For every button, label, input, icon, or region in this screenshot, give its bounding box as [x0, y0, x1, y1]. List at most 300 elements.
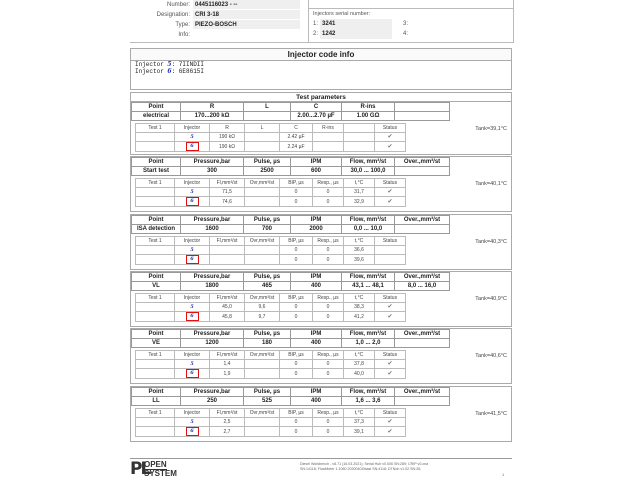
cell: 39,6	[344, 255, 375, 265]
col-header: Point	[132, 103, 181, 112]
col-header: Test 1	[136, 409, 175, 418]
table-row	[136, 360, 406, 369]
cell	[136, 303, 175, 312]
handwritten-mark: 6	[190, 370, 194, 376]
test-parameters-title: Test parameters	[130, 92, 512, 102]
section-test-3	[130, 328, 512, 384]
code-prefix: Injector	[135, 68, 168, 75]
col-header: Point	[132, 273, 181, 282]
col-header: Test 1	[136, 124, 175, 133]
field-value: CRI 3-18	[193, 10, 300, 19]
col-header: Status	[375, 237, 406, 246]
table-row	[136, 133, 406, 142]
col-header: L	[245, 124, 280, 133]
section-test-2	[130, 271, 512, 327]
cell: 36,6	[344, 246, 375, 255]
param-value: 1200	[181, 339, 244, 348]
field-label: Info:	[178, 32, 190, 38]
col-header: L	[244, 103, 291, 112]
col-header: Pulse, µs	[244, 158, 291, 167]
check-icon: ✔	[375, 427, 406, 437]
col-header: BIP, µs	[280, 237, 313, 246]
cell: 2,5	[210, 418, 245, 427]
param-value	[244, 112, 291, 121]
cell: 9,6	[245, 303, 280, 312]
code-line	[131, 68, 511, 75]
injector-cell	[175, 427, 210, 437]
col-header: t,°C	[344, 237, 375, 246]
col-header: Pressure,bar	[181, 330, 244, 339]
cell	[136, 312, 175, 322]
cell: 0	[280, 418, 313, 427]
injector-cell	[175, 133, 210, 142]
cell	[136, 188, 175, 197]
injector-cell	[175, 188, 210, 197]
col-header: Resp., µs	[313, 294, 344, 303]
col-header: Ovr,mm³/st	[245, 179, 280, 188]
check-icon	[375, 246, 406, 255]
table-row	[136, 142, 406, 152]
col-header: Flow, mm³/st	[342, 330, 395, 339]
cell	[136, 197, 175, 207]
logo-text: OPEN	[144, 460, 167, 469]
col-header: Test 1	[136, 179, 175, 188]
section-electrical	[130, 101, 512, 155]
tank-temperature: Tank=39,1°C	[475, 126, 507, 132]
cell	[313, 142, 344, 152]
serial-grid	[309, 19, 513, 39]
col-header: R-ins	[313, 124, 344, 133]
col-header: Resp., µs	[313, 351, 344, 360]
param-value: 700	[244, 225, 291, 234]
section-test-1	[130, 214, 512, 270]
param-table	[131, 272, 450, 291]
param-value: 1600	[181, 225, 244, 234]
col-header: t,°C	[344, 294, 375, 303]
col-header: BIP, µs	[280, 179, 313, 188]
serial-4	[403, 29, 513, 39]
serial-index: 2:	[313, 31, 319, 37]
handwritten-mark: 6	[167, 68, 172, 75]
cell: 45,0	[210, 303, 245, 312]
cell	[136, 246, 175, 255]
code-prefix: Injector	[135, 61, 168, 68]
col-header: Resp., µs	[313, 179, 344, 188]
param-value: ISA detection	[132, 225, 181, 234]
table-row	[136, 246, 406, 255]
param-table	[131, 215, 450, 234]
injector-cell	[175, 255, 210, 265]
footer-info	[300, 462, 460, 472]
col-header: BIP, µs	[280, 351, 313, 360]
cell: 0	[313, 246, 344, 255]
logo-mark-icon: PL	[130, 459, 150, 479]
table-row	[136, 427, 406, 437]
footer-line: Diesel Workbench - v8.71 (16.03.2021); Serial Hub v0.006 SN:289; CRIP v0.cna	[300, 462, 429, 466]
col-header: C	[280, 124, 313, 133]
section-title: Injector code info	[131, 49, 511, 61]
param-value: 8,0 ... 16,0	[395, 282, 450, 291]
cell: 190 kΩ	[210, 133, 245, 142]
cell: 0	[280, 246, 313, 255]
handwritten-mark: 5	[190, 304, 194, 310]
table-row	[136, 303, 406, 312]
col-header: Fl,mm³/st	[210, 294, 245, 303]
col-header: Pressure,bar	[181, 158, 244, 167]
col-header: t,°C	[344, 351, 375, 360]
cell: 39,1	[344, 427, 375, 437]
cell	[245, 369, 280, 379]
injector-info-fields	[130, 0, 300, 40]
injector-cell	[175, 360, 210, 369]
col-header: Over.,mm³/st	[395, 158, 450, 167]
col-header: Pulse, µs	[244, 330, 291, 339]
cell: 190 kΩ	[210, 142, 245, 152]
col-header: Injector	[175, 294, 210, 303]
cell: 45,8	[210, 312, 245, 322]
param-value	[395, 112, 450, 121]
col-header: BIP, µs	[280, 294, 313, 303]
col-header: Ovr,mm³/st	[245, 237, 280, 246]
col-header: C	[291, 103, 342, 112]
param-value: 1800	[181, 282, 244, 291]
check-icon: ✔	[375, 418, 406, 427]
cell: 0	[313, 255, 344, 265]
col-header: t,°C	[344, 409, 375, 418]
serial-2	[313, 29, 403, 39]
param-value	[395, 397, 450, 406]
injector-cell	[175, 303, 210, 312]
col-header: Over.,mm³/st	[395, 216, 450, 225]
table-row	[136, 418, 406, 427]
cell	[245, 133, 280, 142]
handwritten-mark: 6	[190, 143, 194, 149]
check-icon: ✔	[375, 303, 406, 312]
param-value: 400	[291, 282, 342, 291]
tank-temperature: Tank=40,1°C	[475, 181, 507, 187]
serial-index: 3:	[403, 21, 409, 27]
col-header: Test 1	[136, 351, 175, 360]
param-value: VE	[132, 339, 181, 348]
cell: 1,9	[210, 369, 245, 379]
cell: 40,0	[344, 369, 375, 379]
table-row	[136, 312, 406, 322]
cell: 0	[280, 197, 313, 207]
serial-numbers-box	[308, 0, 514, 43]
param-value: 400	[291, 397, 342, 406]
param-value: 30,0 ... 100,0	[342, 167, 395, 176]
page-number: 1	[502, 472, 505, 477]
serial-value: 1242	[320, 29, 392, 39]
cell	[136, 369, 175, 379]
param-value: VL	[132, 282, 181, 291]
cell: 37,3	[344, 418, 375, 427]
param-value: 1,0 ... 2,0	[342, 339, 395, 348]
result-table	[135, 178, 406, 207]
col-header	[344, 124, 375, 133]
check-icon: ✔	[375, 188, 406, 197]
col-header	[395, 103, 450, 112]
handwritten-mark: 5	[190, 247, 194, 253]
param-table	[131, 387, 450, 406]
cell: 0	[280, 360, 313, 369]
col-header: Injector	[175, 237, 210, 246]
param-value: 400	[291, 339, 342, 348]
col-header: Status	[375, 409, 406, 418]
table-row	[136, 188, 406, 197]
cell: 1,4	[210, 360, 245, 369]
cell: 2.24 µF	[280, 142, 313, 152]
serial-3	[403, 19, 513, 29]
check-icon: ✔	[375, 369, 406, 379]
col-header: IPM	[291, 330, 342, 339]
cell	[136, 133, 175, 142]
handwritten-mark: 5	[190, 419, 194, 425]
field-number	[130, 0, 300, 10]
col-header: Pressure,bar	[181, 388, 244, 397]
code-value: : 6E8615I	[171, 68, 204, 75]
injector-cell	[175, 142, 210, 152]
col-header: Status	[375, 179, 406, 188]
cell: 32,9	[344, 197, 375, 207]
col-header: Resp., µs	[313, 409, 344, 418]
param-table	[131, 157, 450, 176]
cell: 41,2	[344, 312, 375, 322]
cell	[245, 188, 280, 197]
check-icon: ✔	[375, 133, 406, 142]
logo-text: SYSTEM	[144, 469, 177, 478]
handwritten-mark: 6	[190, 198, 194, 204]
check-icon: ✔	[375, 142, 406, 152]
param-value: Start test	[132, 167, 181, 176]
result-table	[135, 293, 406, 322]
field-label: Designation:	[156, 12, 190, 18]
param-value	[395, 167, 450, 176]
param-table	[131, 329, 450, 348]
param-value: 600	[291, 167, 342, 176]
check-icon: ✔	[375, 360, 406, 369]
col-header: Point	[132, 216, 181, 225]
handwritten-mark: 5	[167, 61, 172, 68]
param-value: 2000	[291, 225, 342, 234]
field-info	[130, 30, 300, 40]
serial-title: Injectors serial number:	[313, 11, 371, 17]
col-header: Pressure,bar	[181, 273, 244, 282]
tank-temperature: Tank=41,5°C	[475, 411, 507, 417]
col-header: Fl,mm³/st	[210, 351, 245, 360]
cell: 9,7	[245, 312, 280, 322]
cell	[245, 197, 280, 207]
col-header: Pulse, µs	[244, 273, 291, 282]
handwritten-mark: 5	[190, 134, 194, 140]
handwritten-mark: 6	[190, 313, 194, 319]
col-header: BIP, µs	[280, 409, 313, 418]
cell: 0	[280, 369, 313, 379]
cell	[136, 418, 175, 427]
cell: 2,7	[210, 427, 245, 437]
cell: 0	[280, 427, 313, 437]
col-header: Test 1	[136, 237, 175, 246]
field-value: 0445116023 - --	[193, 0, 300, 9]
tank-temperature: Tank=40,6°C	[475, 353, 507, 359]
col-header: Fl,mm³/st	[210, 409, 245, 418]
col-header: Flow, mm³/st	[342, 158, 395, 167]
param-value: electrical	[132, 112, 181, 121]
cell	[210, 255, 245, 265]
report-page	[130, 0, 512, 480]
cell: 0	[313, 197, 344, 207]
cell: 74,6	[210, 197, 245, 207]
handwritten-mark: 5	[190, 361, 194, 367]
cell	[245, 360, 280, 369]
code-value: : 7IINDII	[171, 61, 204, 68]
param-value: 465	[244, 282, 291, 291]
divider	[130, 42, 512, 43]
result-table	[135, 350, 406, 379]
cell: 0	[313, 312, 344, 322]
param-value	[395, 339, 450, 348]
cell	[245, 418, 280, 427]
col-header: Status	[375, 124, 406, 133]
check-icon: ✔	[375, 197, 406, 207]
cell	[136, 427, 175, 437]
col-header: Ovr,mm³/st	[245, 409, 280, 418]
injector-cell	[175, 369, 210, 379]
cell: 0	[313, 427, 344, 437]
cell	[245, 142, 280, 152]
result-table	[135, 123, 406, 152]
param-value: 2.00...2.70 µF	[291, 112, 342, 121]
col-header: Point	[132, 330, 181, 339]
col-header: IPM	[291, 273, 342, 282]
cell: 0	[280, 188, 313, 197]
cell	[136, 360, 175, 369]
param-value: 180	[244, 339, 291, 348]
col-header: Injector	[175, 124, 210, 133]
cell	[136, 255, 175, 265]
cell: 38,3	[344, 303, 375, 312]
param-value: 1,6 ... 3,6	[342, 397, 395, 406]
serial-index: 1:	[313, 21, 319, 27]
cell	[136, 142, 175, 152]
param-value: 0,0 ... 10,0	[342, 225, 395, 234]
param-value: 170...200 kΩ	[181, 112, 244, 121]
col-header: t,°C	[344, 179, 375, 188]
col-header: Status	[375, 351, 406, 360]
col-header: IPM	[291, 216, 342, 225]
section-test-4	[130, 386, 512, 442]
check-icon	[375, 255, 406, 265]
col-header: Flow, mm³/st	[342, 216, 395, 225]
divider	[130, 458, 512, 459]
col-header: Pulse, µs	[244, 216, 291, 225]
field-value	[193, 30, 300, 39]
open-system-logo	[130, 460, 186, 478]
col-header: Pressure,bar	[181, 216, 244, 225]
cell	[313, 133, 344, 142]
cell: 0	[280, 312, 313, 322]
cell: 0	[280, 255, 313, 265]
divider	[309, 0, 513, 9]
footer-line: SN:14118; FlowMeter 1.1060 2020040Zblast SN:4118; DTNoh v1.02 SN:26;	[300, 467, 422, 471]
cell: 0	[313, 369, 344, 379]
cell: 2.42 µF	[280, 133, 313, 142]
field-label: Number:	[166, 2, 190, 8]
param-value: 43,1 ... 48,1	[342, 282, 395, 291]
col-header: R-ins	[342, 103, 395, 112]
tank-temperature: Tank=40,9°C	[475, 296, 507, 302]
cell: 0	[313, 303, 344, 312]
col-header: Point	[132, 388, 181, 397]
result-table	[135, 408, 406, 437]
cell	[344, 142, 375, 152]
injector-code-info	[130, 48, 512, 90]
field-label: Type:	[175, 22, 190, 28]
field-value: PIEZO-BOSCH	[193, 20, 300, 29]
cell: 0	[313, 418, 344, 427]
param-value	[395, 225, 450, 234]
cell	[245, 427, 280, 437]
col-header: Test 1	[136, 294, 175, 303]
col-header: Injector	[175, 409, 210, 418]
param-value: 525	[244, 397, 291, 406]
col-header: Status	[375, 294, 406, 303]
col-header: Pulse, µs	[244, 388, 291, 397]
col-header: R	[181, 103, 244, 112]
cell: 0	[313, 360, 344, 369]
injector-cell	[175, 197, 210, 207]
cell: 71,5	[210, 188, 245, 197]
result-table	[135, 236, 406, 265]
col-header: Point	[132, 158, 181, 167]
col-header: Injector	[175, 351, 210, 360]
param-value: LL	[132, 397, 181, 406]
serial-value: 3241	[320, 19, 392, 29]
cell: 0	[280, 303, 313, 312]
table-row	[136, 197, 406, 207]
handwritten-mark: 6	[190, 256, 194, 262]
col-header: Over.,mm³/st	[395, 330, 450, 339]
code-line	[131, 61, 511, 68]
table-row	[136, 369, 406, 379]
col-header: Flow, mm³/st	[342, 388, 395, 397]
col-header: Ovr,mm³/st	[245, 351, 280, 360]
param-table	[131, 102, 450, 121]
field-type	[130, 20, 300, 30]
col-header: Injector	[175, 179, 210, 188]
cell	[245, 255, 280, 265]
param-value: 1.00 GΩ	[342, 112, 395, 121]
cell: 0	[313, 188, 344, 197]
table-row	[136, 255, 406, 265]
col-header: IPM	[291, 388, 342, 397]
handwritten-mark: 5	[190, 189, 194, 195]
serial-index: 4:	[403, 31, 409, 37]
check-icon: ✔	[375, 312, 406, 322]
col-header: Resp., µs	[313, 237, 344, 246]
cell	[245, 246, 280, 255]
serial-1	[313, 19, 403, 29]
col-header: Ovr,mm³/st	[245, 294, 280, 303]
col-header: Over.,mm³/st	[395, 388, 450, 397]
col-header: IPM	[291, 158, 342, 167]
cell: 37,8	[344, 360, 375, 369]
col-header: Flow, mm³/st	[342, 273, 395, 282]
cell: 31,7	[344, 188, 375, 197]
injector-cell	[175, 418, 210, 427]
param-value: 250	[181, 397, 244, 406]
section-test-0	[130, 156, 512, 212]
